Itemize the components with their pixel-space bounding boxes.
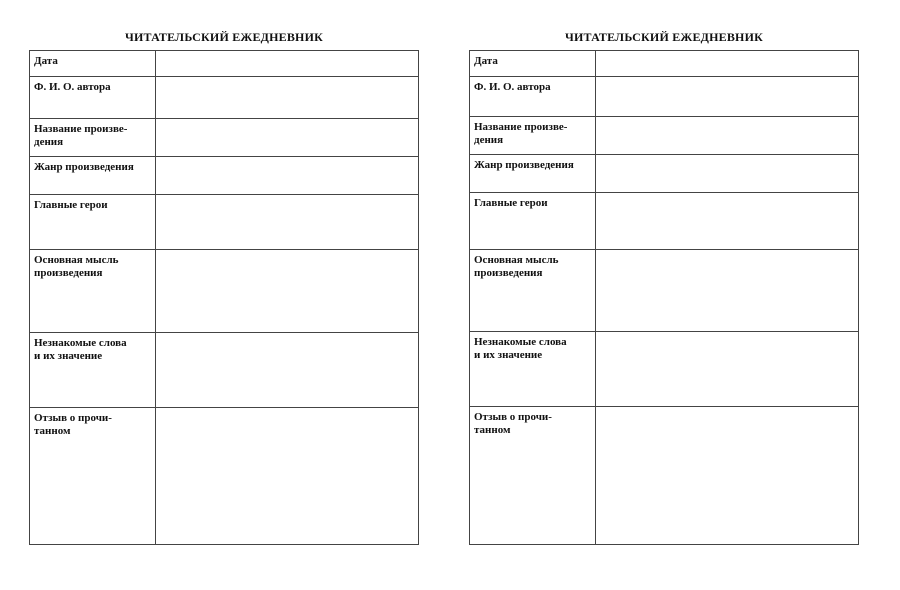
row-label-genre: Жанр произведения	[470, 155, 596, 193]
vocabulary-field[interactable]	[596, 332, 859, 407]
characters-field[interactable]	[596, 193, 859, 250]
row-label-title: Название произве- дения	[30, 119, 156, 157]
row-label-date: Дата	[470, 51, 596, 77]
genre-field[interactable]	[596, 155, 859, 193]
review-field[interactable]	[596, 407, 859, 545]
table-row	[470, 332, 859, 407]
reading-diary-table	[469, 50, 859, 545]
table-row	[30, 250, 419, 333]
date-field[interactable]	[596, 51, 859, 77]
genre-field[interactable]	[156, 157, 419, 195]
row-label-review: Отзыв о прочи- танном	[30, 408, 156, 545]
page-title: ЧИТАТЕЛЬСКИЙ ЕЖЕДНЕВНИК	[564, 30, 764, 44]
table-row	[470, 193, 859, 250]
row-label-author: Ф. И. О. автора	[30, 77, 156, 119]
table-row	[470, 407, 859, 545]
table-row	[30, 119, 419, 157]
table-row	[30, 77, 419, 119]
table-row	[470, 155, 859, 193]
row-label-characters: Главные герои	[470, 193, 596, 250]
row-label-characters: Главные герои	[30, 195, 156, 250]
row-label-title: Название произве- дения	[470, 117, 596, 155]
table-row	[30, 408, 419, 545]
table-row	[30, 333, 419, 408]
row-label-review: Отзыв о прочи- танном	[470, 407, 596, 545]
review-field[interactable]	[156, 408, 419, 545]
table-row	[470, 51, 859, 77]
row-label-author: Ф. И. О. автора	[470, 77, 596, 117]
row-label-vocabulary: Незнакомые слова и их значение	[30, 333, 156, 408]
main-idea-field[interactable]	[596, 250, 859, 332]
row-label-main-idea: Основная мысль произведения	[30, 250, 156, 333]
row-label-date: Дата	[30, 51, 156, 77]
table-row	[470, 250, 859, 332]
vocabulary-field[interactable]	[156, 333, 419, 408]
table-row	[470, 117, 859, 155]
page-title: ЧИТАТЕЛЬСКИЙ ЕЖЕДНЕВНИК	[124, 30, 324, 44]
row-label-vocabulary: Незнакомые слова и их значение	[470, 332, 596, 407]
work-title-field[interactable]	[156, 119, 419, 157]
row-label-genre: Жанр произведения	[30, 157, 156, 195]
table-row	[30, 195, 419, 250]
work-title-field[interactable]	[596, 117, 859, 155]
reading-diary-table	[29, 50, 419, 545]
row-label-main-idea: Основная мысль произведения	[470, 250, 596, 332]
main-idea-field[interactable]	[156, 250, 419, 333]
table-row	[30, 157, 419, 195]
date-field[interactable]	[156, 51, 419, 77]
characters-field[interactable]	[156, 195, 419, 250]
author-field[interactable]	[156, 77, 419, 119]
table-row	[30, 51, 419, 77]
table-row	[470, 77, 859, 117]
author-field[interactable]	[596, 77, 859, 117]
